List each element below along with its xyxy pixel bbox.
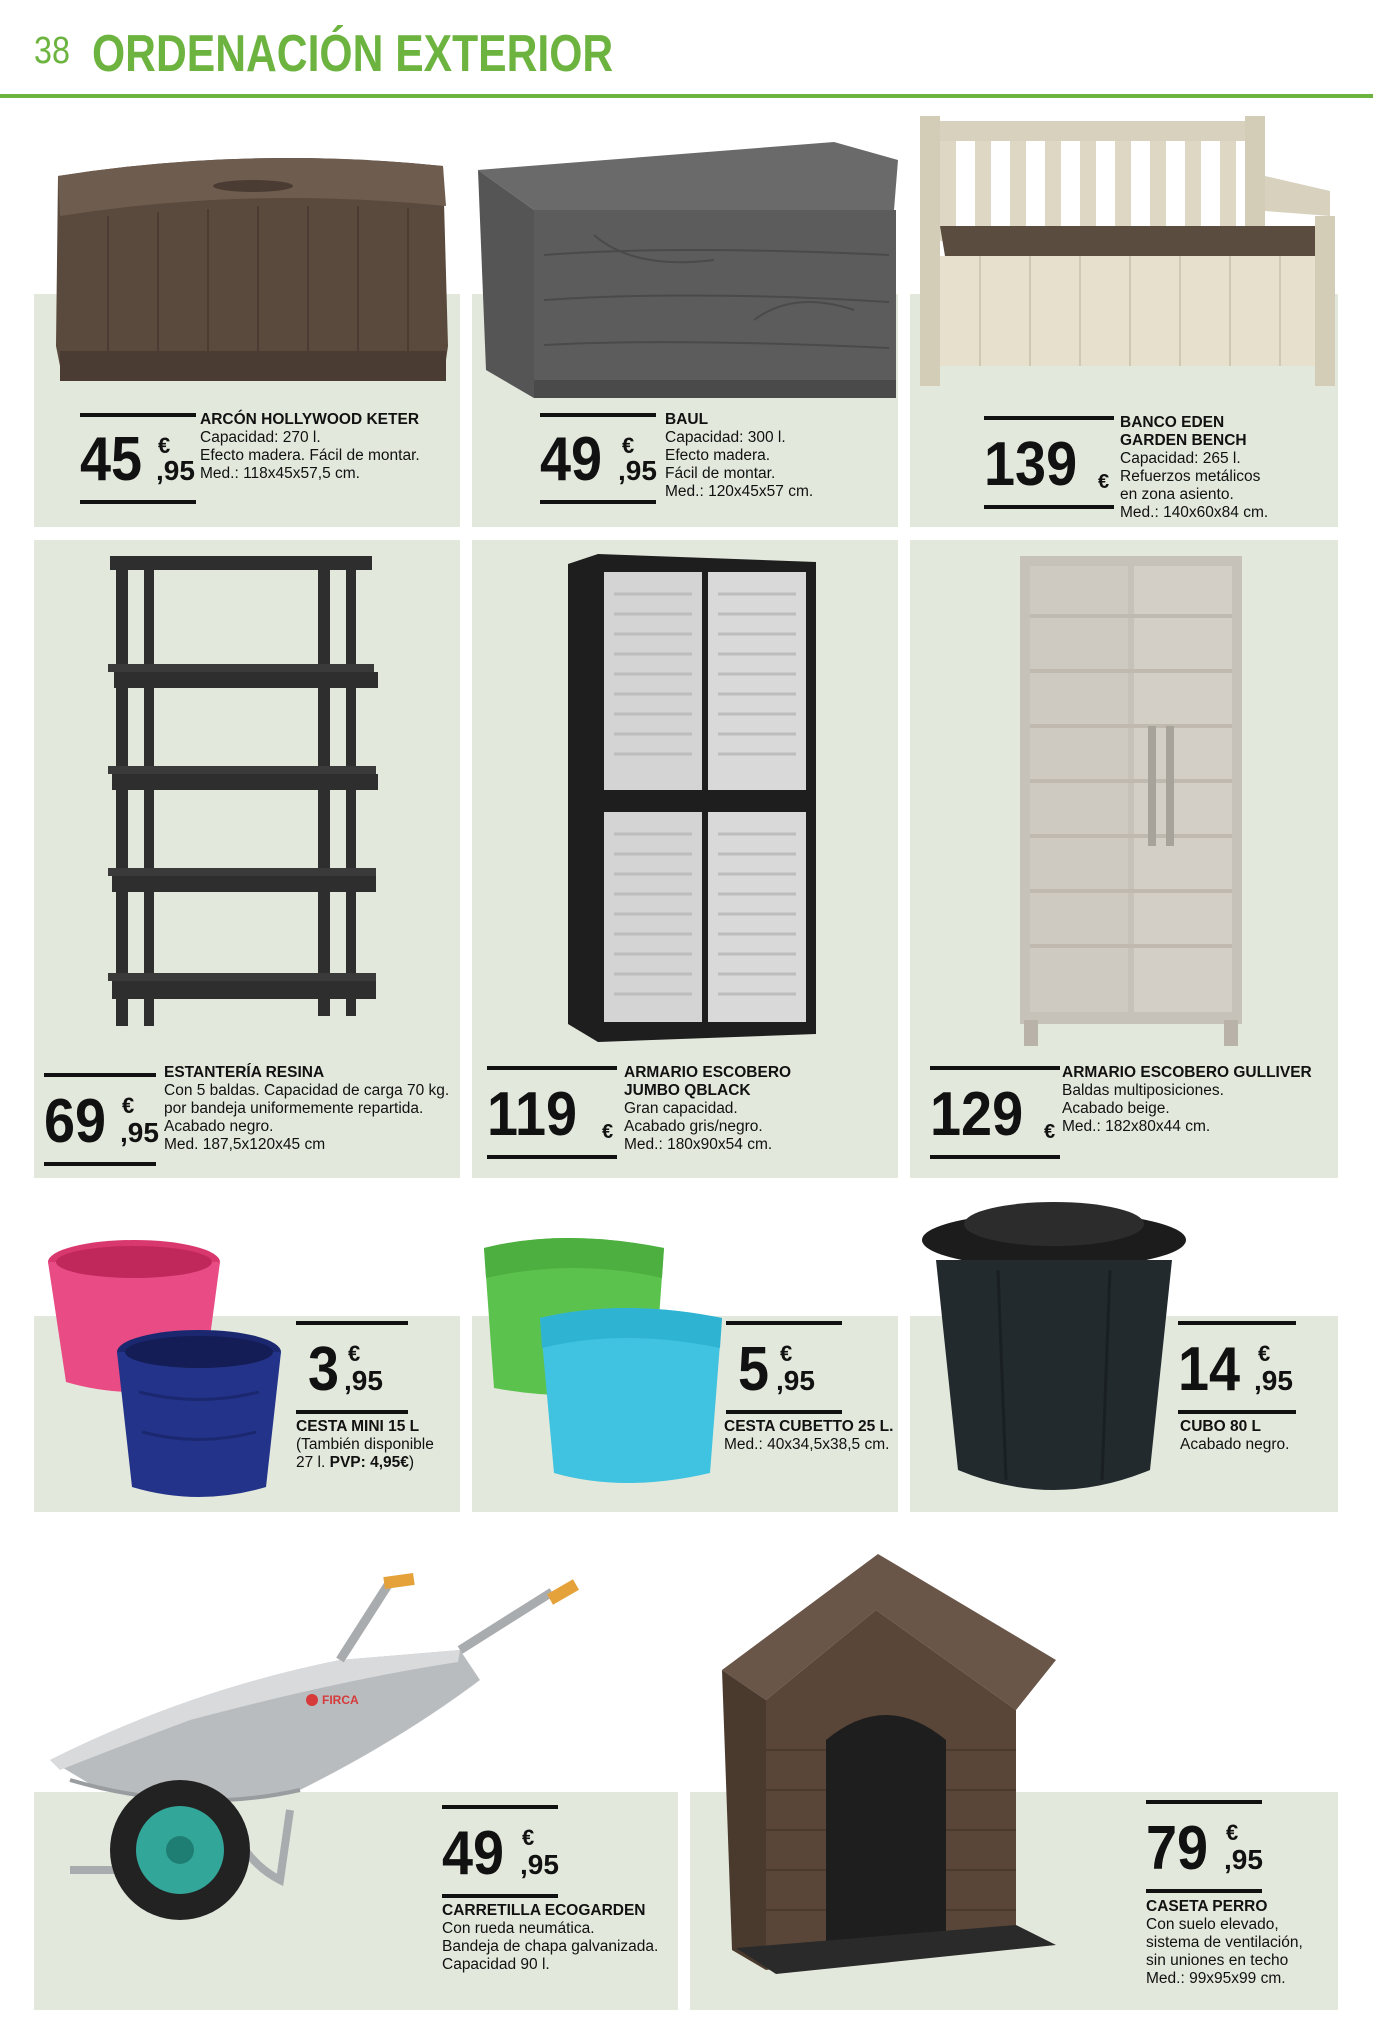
product-spec: Capacidad: 270 l. [200,429,321,446]
product-spec: Refuerzos metálicos [1120,468,1261,485]
price-currency: € [348,1341,361,1366]
price-tag-cesta-mini [296,1321,408,1414]
product-spec: Baldas multiposiciones. [1062,1082,1224,1099]
product-name-line: JUMBO QBLACK [624,1082,751,1099]
price-tag-gulliver [930,1066,1060,1159]
price-currency: € [780,1341,793,1366]
arcon-image [48,146,458,396]
price-tag-baul [540,413,656,504]
product-spec: Con 5 baldas. Capacidad de carga 70 kg. [164,1082,450,1099]
product-info-banco [1120,414,1335,522]
price-currency: € [522,1825,535,1850]
price-currency: € [122,1093,135,1118]
price-decimals: ,95 [344,1365,383,1396]
price-bar-bottom [726,1410,842,1414]
price-currency: € [1044,1121,1056,1143]
price-bar-bottom [442,1894,558,1898]
price-integer: 5 [738,1335,770,1404]
product-name: CASETA PERRO [1146,1898,1268,1915]
price-tag-banco [984,416,1114,509]
product-name: ESTANTERÍA RESINA [164,1064,325,1081]
product-spec: Med.: 180x90x54 cm. [624,1136,773,1153]
price-bar-bottom [44,1162,156,1166]
price-bar-top [984,416,1114,420]
price-currency: € [602,1121,614,1143]
product-spec: Efecto madera. [665,447,771,464]
product-spec: Acabado negro. [1180,1436,1290,1453]
cesta-cubetto-image [474,1218,730,1498]
product-spec: Con rueda neumática. [442,1920,595,1937]
price-tag-caseta [1146,1800,1262,1893]
price-bar-top [1146,1800,1262,1804]
product-info-cesta-mini [296,1418,456,1472]
product-info-gulliver [1062,1064,1338,1136]
price-bar-bottom [487,1155,617,1159]
price-integer: 119 [487,1080,578,1149]
price-bar-top [487,1066,617,1070]
price-currency: € [1258,1341,1271,1366]
product-spec [296,1454,456,1472]
price-decimals: ,95 [1254,1365,1293,1396]
product-spec: Capacidad 90 l. [442,1956,550,1973]
product-info-estanteria [164,1064,460,1154]
section-title: ORDENACIÓN EXTERIOR [92,25,614,83]
price-decimals: ,95 [776,1365,815,1396]
price-tag-arcon [80,413,196,504]
product-spec: Med.: 118x45x57,5 cm. [200,465,360,482]
product-spec: Acabado gris/negro. [624,1118,763,1135]
product-name-line: ARMARIO ESCOBERO [624,1064,792,1081]
price-integer: 49 [540,425,603,494]
price-bar-bottom [930,1155,1060,1159]
price-integer: 14 [1178,1335,1241,1404]
price-currency: € [622,433,635,458]
product-spec: Med.: 120x45x57 cm. [665,483,814,500]
price-integer: 129 [930,1080,1024,1149]
product-spec: Med.: 140x60x84 cm. [1120,504,1269,521]
jumbo-qblack-image [568,554,818,1044]
price-decimals: ,95 [1224,1844,1263,1875]
price-tag-carretilla [442,1805,558,1898]
price-tag-jumbo [487,1066,617,1159]
price-integer: 3 [308,1335,340,1404]
price-integer: 69 [44,1087,107,1156]
product-spec: por bandeja uniformemente repartida. [164,1100,424,1117]
cesta-mini-image [44,1232,294,1508]
price-bar-bottom [984,505,1114,509]
product-info-jumbo [624,1064,894,1154]
pvp-close: ) [408,1454,415,1471]
price-decimals: ,95 [520,1849,559,1880]
price-currency: € [1226,1820,1239,1845]
product-spec: sistema de ventilación, [1146,1934,1303,1951]
product-spec: Acabado beige. [1062,1100,1170,1117]
price-decimals: ,95 [120,1117,159,1148]
price-decimals: ,95 [156,455,195,486]
page-number: 38 [34,30,70,72]
price-bar-top [44,1073,156,1077]
product-name-line: BANCO EDEN [1120,414,1225,431]
product-spec-text: 27 l. [296,1454,326,1471]
header-divider [0,94,1373,98]
price-bar-bottom [540,500,656,504]
price-integer: 79 [1146,1814,1209,1883]
price-currency: € [158,433,171,458]
price-integer: 45 [80,425,143,494]
banco-image [920,116,1340,386]
product-info-cubo [1180,1418,1330,1454]
product-info-arcon [200,411,460,483]
price-bar-bottom [296,1410,408,1414]
product-spec: Med.: 40x34,5x38,5 cm. [724,1436,890,1453]
price-bar-top [930,1066,1060,1070]
product-spec: Capacidad: 300 l. [665,429,786,446]
price-bar-top [726,1321,842,1325]
product-name: ARCÓN HOLLYWOOD KETER [200,411,420,428]
price-bar-bottom [80,500,196,504]
baul-image [474,140,900,400]
gulliver-image [1020,556,1242,1046]
price-tag-estanteria [44,1073,159,1166]
product-name: BAUL [665,411,709,428]
product-spec: Med. 187,5x120x45 cm [164,1136,326,1153]
pvp-label: PVP: 4,95€ [329,1454,409,1471]
price-bar-top [1178,1321,1296,1325]
product-spec: Bandeja de chapa galvanizada. [442,1938,659,1955]
price-decimals: ,95 [618,455,657,486]
price-integer: 49 [442,1819,505,1888]
product-spec: (También disponible [296,1436,434,1453]
price-bar-top [540,413,656,417]
price-integer: 139 [984,430,1078,499]
product-spec: Med.: 99x95x99 cm. [1146,1970,1286,1987]
product-info-caseta [1146,1898,1336,1988]
page-header [0,0,1373,100]
estanteria-image [108,556,378,1036]
price-bar-bottom [1146,1889,1262,1893]
product-spec: Con suelo elevado, [1146,1916,1279,1933]
product-spec: Efecto madera. Fácil de montar. [200,447,420,464]
product-name: CESTA MINI 15 L [296,1418,420,1435]
carretilla-brand-logo [306,1693,359,1707]
product-spec: sin uniones en techo [1146,1952,1289,1969]
product-name-line: GARDEN BENCH [1120,432,1247,449]
price-tag-cesta-cubetto [726,1321,842,1414]
product-spec: Fácil de montar. [665,465,776,482]
price-currency: € [1098,471,1110,493]
product-spec: Med.: 182x80x44 cm. [1062,1118,1211,1135]
product-info-carretilla [442,1902,672,1974]
product-name: CESTA CUBETTO 25 L. [724,1418,894,1435]
price-bar-top [296,1321,408,1325]
svg-text:FIRCA: FIRCA [322,1693,359,1707]
product-spec: Gran capacidad. [624,1100,738,1117]
cubo-image [918,1200,1190,1502]
caseta-perro-image [716,1550,1116,1974]
product-info-cesta-cubetto [724,1418,896,1454]
product-spec: Acabado negro. [164,1118,274,1135]
product-name: CUBO 80 L [1180,1418,1261,1435]
price-tag-cubo [1178,1321,1296,1414]
price-bar-bottom [1178,1410,1296,1414]
product-spec: en zona asiento. [1120,486,1234,503]
product-info-baul [665,411,895,501]
product-spec: Capacidad: 265 l. [1120,450,1241,467]
price-bar-top [442,1805,558,1809]
price-bar-top [80,413,196,417]
product-name: CARRETILLA ECOGARDEN [442,1902,646,1919]
product-name: ARMARIO ESCOBERO GULLIVER [1062,1064,1312,1081]
